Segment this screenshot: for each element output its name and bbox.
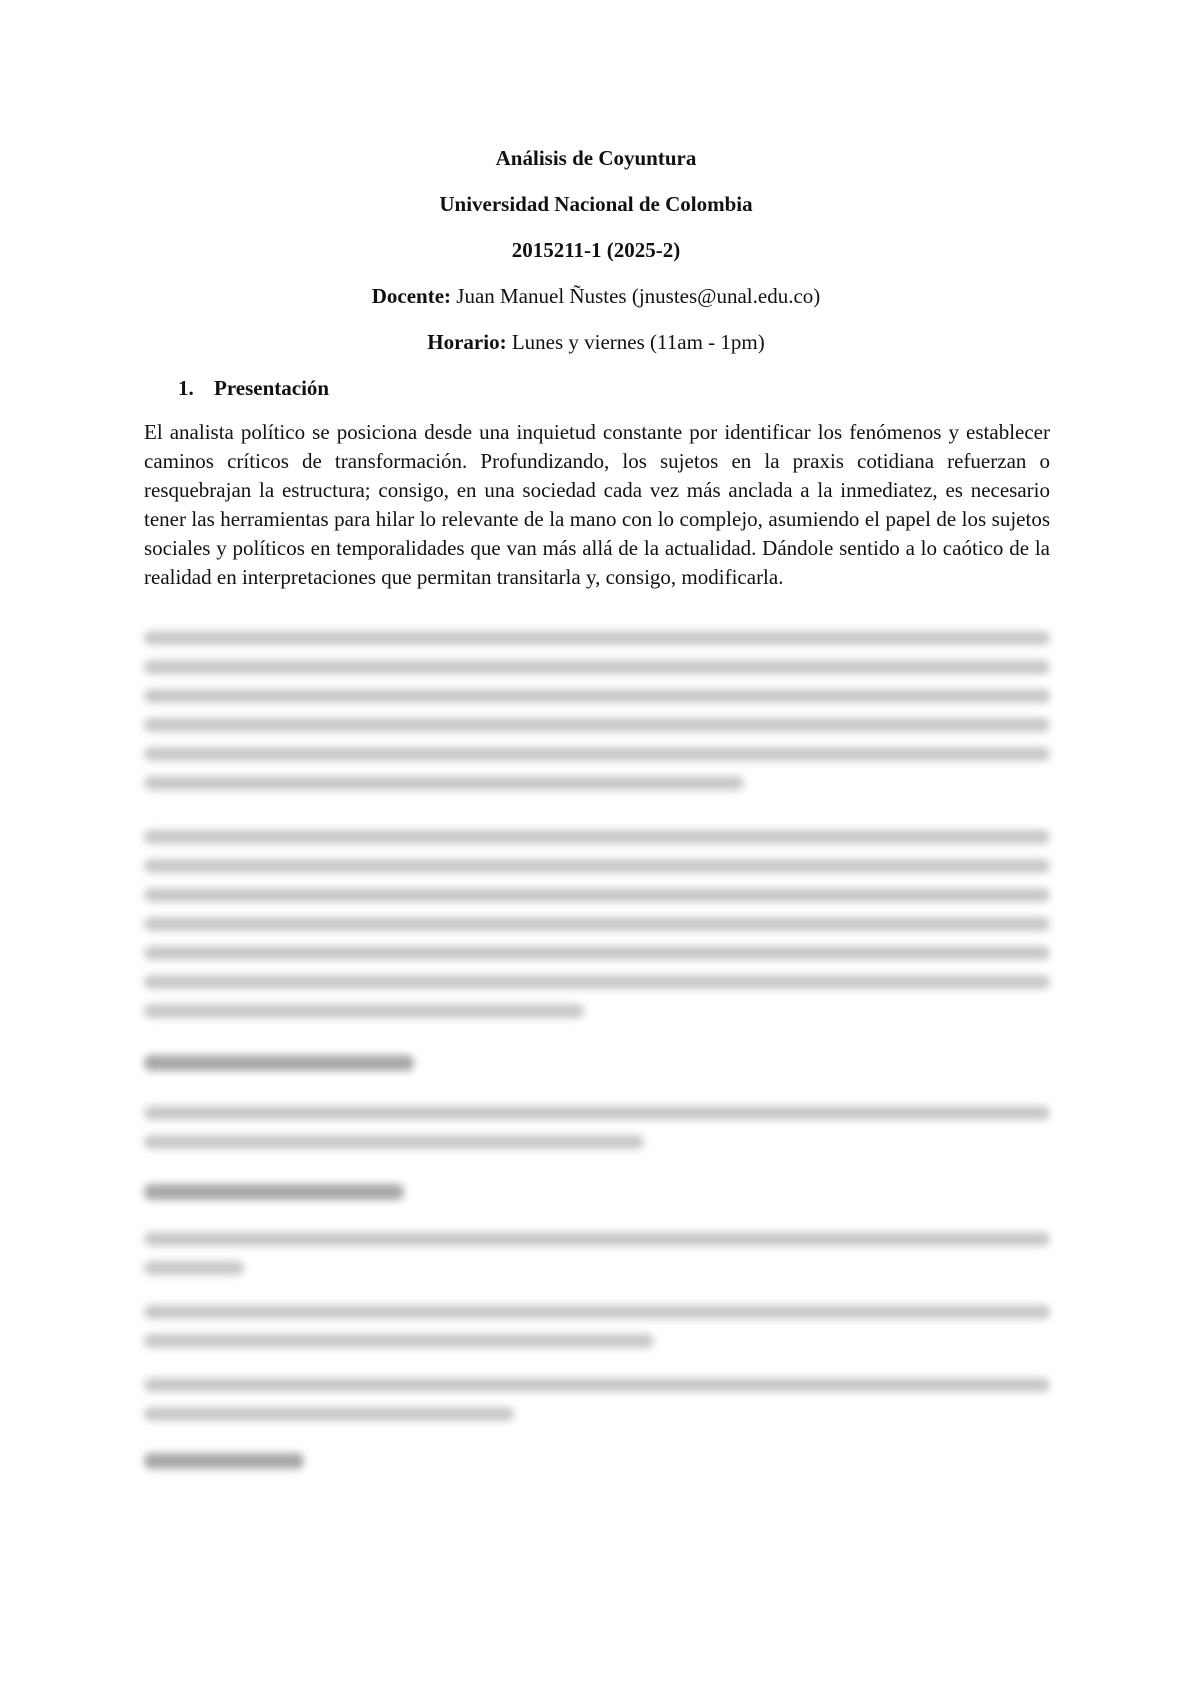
blurred-line (144, 776, 744, 790)
blurred-line (144, 660, 1050, 674)
course-code: 2015211-1 (2025-2) (511, 238, 681, 262)
blurred-line (144, 888, 1050, 902)
blurred-line (144, 1378, 1050, 1392)
blurred-line (144, 1106, 1050, 1120)
blurred-line (144, 747, 1050, 761)
teacher-label: Docente: (371, 284, 452, 308)
schedule-value: Lunes y viernes (11am - 1pm) (506, 330, 765, 354)
blurred-line (144, 1407, 514, 1421)
presentation-paragraph: El analista político se posiciona desde una inquietud constante por identificar los fenómenos y establecer caminos críticos de transformación. Profundizando, los sujetos en la praxis cotidiana refuerzan o resquebrajan la estructura; consigo, en una sociedad cada vez más anclada a la inmediatez, es necesario tener las herramientas para hilar lo relevante de la mano con lo complejo, asumiendo el papel de los sujetos sociales y políticos en temporalidades que van más allá de la actualidad. Dándole sentido a lo caótico de la realidad en interpretaciones que permitan transitarla y, consigo, modificarla. (144, 420, 1050, 589)
blurred-line (144, 946, 1050, 960)
section-title: Presentación (214, 376, 330, 400)
blurred-line (144, 1232, 1050, 1246)
section-heading-presentacion (178, 374, 329, 402)
blurred-heading (144, 1055, 414, 1071)
blurred-heading (144, 1453, 304, 1469)
teacher-line (0, 282, 1192, 310)
blurred-line (144, 718, 1050, 732)
blurred-heading (144, 1184, 404, 1200)
blurred-line (144, 859, 1050, 873)
blurred-line (144, 689, 1050, 703)
university-name: Universidad Nacional de Colombia (439, 192, 753, 216)
blurred-line (144, 917, 1050, 931)
blurred-line (144, 1334, 654, 1348)
blurred-line (144, 1135, 644, 1149)
blurred-line (144, 631, 1050, 645)
blurred-line (144, 975, 1050, 989)
section-number: 1. (178, 376, 194, 400)
course-title: Análisis de Coyuntura (495, 146, 697, 170)
schedule-line (0, 328, 1192, 356)
schedule-label: Horario: (427, 330, 507, 354)
blurred-line (144, 1305, 1050, 1319)
teacher-value: Juan Manuel Ñustes (jnustes@unal.edu.co) (451, 284, 821, 308)
blurred-line (144, 1004, 584, 1018)
blurred-line (144, 830, 1050, 844)
blurred-line (144, 1261, 244, 1275)
